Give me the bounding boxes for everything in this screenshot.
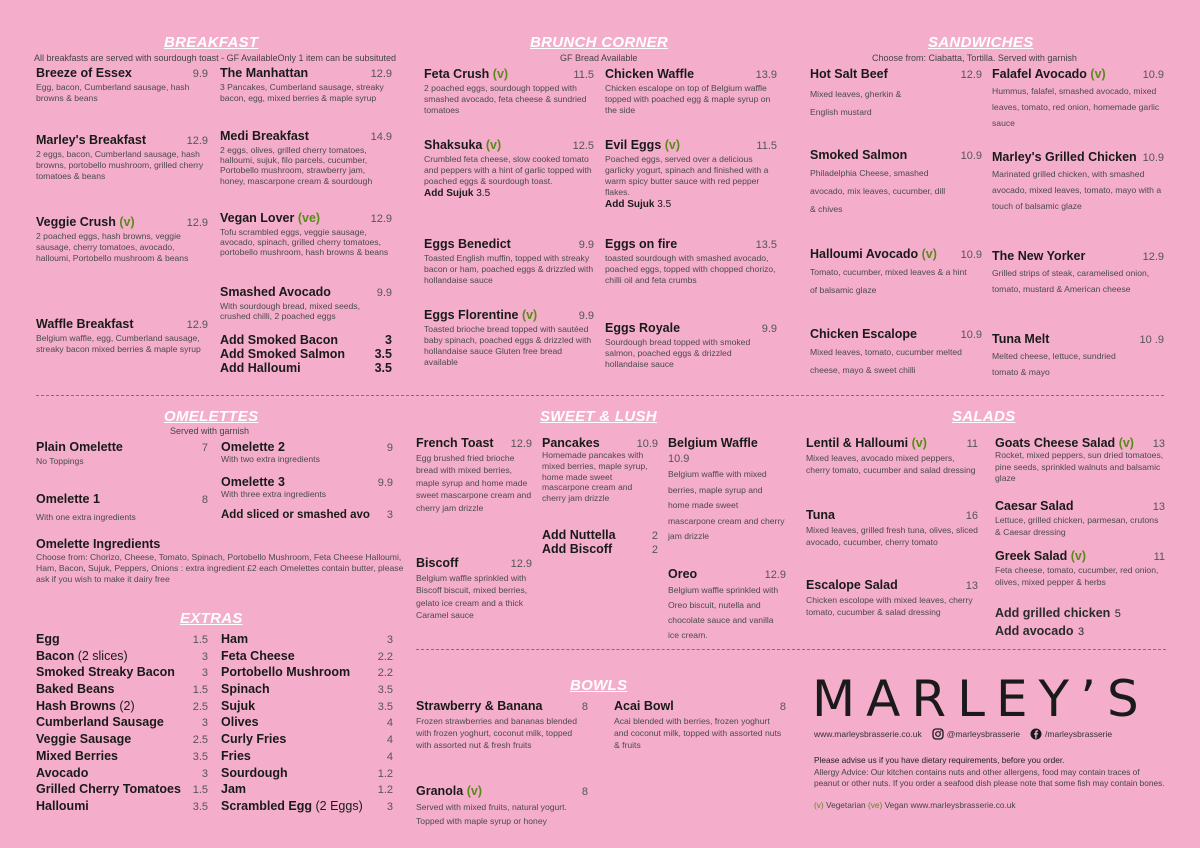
item-name: Feta Crush — [424, 67, 490, 81]
item-name: Halloumi Avocado — [810, 247, 919, 261]
menu-item — [992, 249, 1164, 297]
list-item: Jam 1.2 — [221, 782, 393, 797]
item-name: Pancakes — [542, 436, 600, 450]
list-item: Cumberland Sausage 3 — [36, 715, 208, 730]
addon-price: 3 — [1077, 626, 1085, 638]
brand-logo: MARLEY’S — [812, 670, 1150, 728]
list-item: Mixed Berries 3.5 — [36, 748, 208, 763]
item-price: 12.9 — [186, 319, 208, 331]
item-price: 12.9 — [510, 438, 532, 450]
item-price: 9.9 — [377, 477, 393, 489]
menu-item — [605, 138, 777, 210]
item-desc: 2 eggs, olives, grilled cherry tomatoes, halloumi, sujuk, filo parcels, cucumber, Portobello mushroom, strawberry jam, honey, mascarpone cream & sourdough — [220, 145, 373, 186]
omelettes-note: Served with garnish — [170, 426, 250, 436]
item-desc: Grilled strips of steak, caramelised onion, tomato, mustard & American cheese — [992, 268, 1150, 294]
item-price: 10.9 — [668, 453, 690, 465]
menu-item — [36, 215, 208, 264]
item-name: Vegan Lover — [220, 211, 295, 225]
item-desc: 2 poached eggs, hash browns, veggie sausage, cherry tomatoes, avocado, halloumi, Portobello mushroom & beans — [36, 231, 189, 263]
item-price: 10 .9 — [1139, 334, 1164, 346]
item-desc: Served with mixed fruits, natural yogurt. Topped with maple syrup or honey — [416, 802, 567, 826]
list-item: Spinach 3.5 — [221, 682, 393, 697]
item-price: 9.9 — [578, 239, 594, 251]
menu-item — [221, 509, 393, 521]
item-desc: Mixed leaves, tomato, cucumber melted cheese, mayo & sweet chilli — [810, 347, 962, 375]
vegetarian-mark: (v) — [911, 436, 927, 450]
menu-item — [36, 440, 208, 467]
item-price: 3 — [386, 509, 393, 521]
sandwiches-title: SANDWICHES — [928, 34, 1034, 51]
item-desc: Tofu scrambled eggs, veggie sausage, avocado, spinach, grilled cherry tomatoes, portobello mushroom, hash browns & beans — [220, 227, 389, 258]
item-desc: Melted cheese, lettuce, sundried tomato & mayo — [992, 351, 1116, 377]
item-price: 8 — [581, 786, 588, 798]
item-price: 12.5 — [572, 140, 594, 152]
item-price: 13.9 — [755, 69, 777, 81]
item-price: 10.9 — [636, 438, 658, 450]
item-name: Eggs Benedict — [424, 237, 511, 251]
menu-item — [36, 133, 208, 182]
item-price: 7 — [201, 442, 208, 454]
salad-addons — [995, 604, 1165, 640]
item-price: 16 — [965, 510, 978, 522]
item-desc: Rocket, mixed peppers, sun dried tomatoes, pine seeds, sprinkled walnuts and balsamic glaze — [995, 450, 1164, 483]
item-price: 10.9 — [1142, 69, 1164, 81]
menu-item — [220, 129, 392, 186]
list-item: Grilled Cherry Tomatoes 1.5 — [36, 782, 208, 797]
breakfast-addons — [220, 333, 392, 375]
item-name: Goats Cheese Salad — [995, 436, 1116, 450]
menu-item — [810, 247, 982, 299]
menu-item — [668, 436, 786, 545]
item-price: 12.9 — [764, 569, 786, 581]
item-price: 12.9 — [960, 69, 982, 81]
item-price: 12.9 — [1142, 251, 1164, 263]
brunch-note: GF Bread Available — [560, 53, 638, 63]
list-item: Halloumi 3.5 — [36, 798, 208, 813]
menu-item — [992, 150, 1164, 214]
item-name: Caesar Salad — [995, 499, 1074, 513]
vegetarian-mark: (v) — [1090, 67, 1106, 81]
menu-item — [992, 67, 1164, 131]
menu-item — [424, 67, 594, 116]
vegetarian-mark: (v) — [921, 247, 937, 261]
item-desc: Poached eggs, served over a delicious garlicky yogurt, spinach and finished with a warm spicy butter sauce with red pepper flakes. — [605, 154, 769, 197]
item-name: Lentil & Halloumi — [806, 436, 909, 450]
menu-item — [416, 556, 532, 622]
menu-item — [416, 699, 588, 751]
item-price: 12.9 — [370, 213, 392, 225]
vegetarian-mark: (v) — [485, 138, 502, 152]
list-item: Sourdough 1.2 — [221, 765, 393, 780]
item-desc: Belgium waffle with mixed berries, maple syrup and home made sweet mascarpone cream and cherry jam drizzle — [668, 469, 785, 541]
menu-item — [221, 440, 393, 465]
instagram-link[interactable] — [932, 728, 1020, 740]
item-name: Greek Salad — [995, 549, 1068, 563]
item-price: 11.5 — [573, 69, 594, 81]
item-desc: Toasted brioche bread topped with sautéed baby spinach, poached eggs & drizzled with hollandaise sauce Gluten free bread available — [424, 324, 592, 367]
item-price: 9 — [386, 442, 393, 454]
allergy-note: Allergy Advice: Our kitchen contains nuts and other allergens, food may contain traces of peanut or other nuts. If you order a seafood dish please note that some fish may contain bones. — [814, 767, 1165, 788]
item-price: 13 — [1152, 501, 1165, 513]
instagram-icon — [932, 728, 944, 740]
item-name: Smashed Avocado — [220, 285, 331, 299]
addon-name: Add Halloumi — [220, 361, 301, 375]
item-price: 10.9 — [960, 249, 982, 261]
sweet-title: SWEET & LUSH — [540, 408, 657, 425]
list-item: Avocado 3 — [36, 765, 208, 780]
menu-item — [668, 567, 786, 643]
item-price: 9.9 — [192, 68, 208, 80]
vegan-mark: (ve) — [297, 211, 321, 225]
addon-name: Add Smoked Salmon — [220, 347, 346, 361]
item-name: Veggie Crush — [36, 215, 116, 229]
item-price: 10.9 — [1142, 152, 1164, 164]
bowls-title: BOWLS — [570, 677, 628, 694]
extras-list-left — [36, 632, 208, 816]
vegetarian-legend-text: Vegetarian — [826, 800, 866, 810]
ingredients-title: Omelette Ingredients — [36, 537, 161, 551]
website-link[interactable]: www.marleysbrasserie.co.uk — [814, 729, 922, 739]
item-name: Evil Eggs — [605, 138, 662, 152]
item-name: Waffle Breakfast — [36, 317, 134, 331]
item-price: 10.9 — [960, 329, 982, 341]
item-name: Add sliced or smashed avo — [221, 509, 370, 521]
vegetarian-mark: (v) — [492, 67, 509, 81]
list-item: Curly Fries 4 — [221, 732, 393, 747]
item-desc: Frozen strawberries and bananas blended with frozen yoghurt, coconut milk, topped with assorted nut & fresh fruits — [416, 716, 577, 750]
item-desc: 2 poached eggs, sourdough topped with smashed avocado, feta cheese & sundried tomatoes — [424, 83, 587, 115]
menu-item — [416, 436, 532, 514]
item-price: 8 — [581, 701, 588, 713]
extras-list-right — [221, 632, 393, 816]
menu-item — [806, 508, 978, 549]
item-price: 9.9 — [376, 287, 392, 299]
item-desc: Philadelphia Cheese, smashed avocado, mix leaves, cucumber, dill & chives — [810, 168, 946, 214]
item-desc: With two extra ingredients — [221, 454, 320, 464]
menu-item — [220, 211, 392, 258]
item-desc: Hummus, falafel, smashed avocado, mixed leaves, tomato, red onion, homemade garlic sauce — [992, 86, 1160, 128]
item-desc: Mixed leaves, gherkin & English mustard — [810, 89, 902, 117]
menu-item — [810, 327, 982, 379]
item-desc: Chicken escalope on top of Belgium waffle topped with poached egg & maple syrup on the side — [605, 83, 771, 115]
addon-price: 2 — [651, 530, 658, 542]
facebook-link[interactable] — [1030, 728, 1112, 740]
menu-item — [806, 578, 978, 619]
menu-item — [995, 436, 1165, 485]
item-name: Eggs on fire — [605, 237, 678, 251]
item-name: Escalope Salad — [806, 578, 898, 592]
item-name: Medi Breakfast — [220, 129, 309, 143]
list-item: Sujuk 3.5 — [221, 698, 393, 713]
item-desc: Lettuce, grilled chicken, parmesan, crutons & Caesar dressing — [995, 515, 1159, 537]
item-desc: Tomato, cucumber, mixed leaves & a hint of balsamic glaze — [810, 267, 967, 295]
addon-name: Add Nuttella — [542, 528, 616, 542]
menu-item — [221, 475, 393, 500]
item-desc: Egg brushed fried brioche bread with mixed berries, maple syrup and home made sweet mascarpone cream and cherry jam drizzle — [416, 453, 532, 513]
salads-title: SALADS — [952, 408, 1016, 425]
item-desc: With sourdough bread, mixed seeds, crushed chilli, 2 poached eggs — [220, 301, 360, 322]
dietary-note: Please advise us if you have dietary requirements, before you order. — [814, 755, 1065, 765]
item-price: 12.9 — [510, 558, 532, 570]
item-desc: 2 eggs, bacon, Cumberland sausage, hash browns, portobello mushroom, grilled cherry tomatoes & beans — [36, 149, 204, 181]
list-item: Veggie Sausage 2.5 — [36, 732, 208, 747]
item-name: Belgium Waffle — [668, 436, 758, 450]
sweet-addons — [542, 528, 658, 556]
item-price: 8 — [201, 494, 208, 506]
item-name: Shaksuka — [424, 138, 483, 152]
diet-legend — [814, 800, 1166, 811]
item-name: Oreo — [668, 567, 698, 581]
item-desc: Belgium waffle, egg, Cumberland sausage, streaky bacon mixed berries & maple syrup — [36, 333, 201, 354]
omelettes-title: OMELETTES — [164, 408, 259, 425]
list-item: Olives 4 — [221, 715, 393, 730]
menu-item — [605, 67, 777, 116]
item-name: The New Yorker — [992, 249, 1086, 263]
item-price: 9.9 — [761, 323, 777, 335]
item-desc: Egg, bacon, Cumberland sausage, hash browns & beans — [36, 82, 190, 103]
addon-price: 3.5 — [657, 199, 672, 210]
item-name: The Manhattan — [220, 66, 309, 80]
list-item: Feta Cheese 2.2 — [221, 648, 393, 663]
item-desc: Mixed leaves, grilled fresh tuna, olives, sliced avocado, cucumber, cherry tomato — [806, 525, 978, 548]
item-price: 13.5 — [755, 239, 777, 251]
menu-item — [220, 66, 392, 104]
item-name: Strawberry & Banana — [416, 699, 543, 713]
item-desc: No Toppings — [36, 456, 84, 466]
section-divider — [416, 649, 1166, 650]
list-item: Baked Beans 1.5 — [36, 682, 208, 697]
menu-item — [810, 67, 982, 121]
item-price: 9.9 — [578, 310, 594, 322]
menu-item — [416, 784, 588, 828]
menu-item — [36, 492, 208, 523]
item-desc: Mixed leaves, avocado mixed peppers, cherry tomato, cucumber and salad dressing — [806, 453, 976, 476]
item-name: Hot Salt Beef — [810, 67, 888, 81]
addon-name: Add grilled chicken — [995, 606, 1111, 620]
item-name: Eggs Florentine — [424, 308, 519, 322]
item-desc: Chicken escolope with mixed leaves, cherry tomato, cucumber & salad dressing — [806, 595, 973, 618]
sandwiches-note: Choose from: Ciabatta, Tortilla. Served with garnish — [872, 53, 1077, 63]
addon-name: Add Smoked Bacon — [220, 333, 339, 347]
vegan-legend-mark: (ve) — [868, 800, 883, 810]
facebook-icon — [1030, 728, 1042, 740]
item-desc: Feta cheese, tomato, cucumber, red onion, olives, mixed pepper & herbs — [995, 565, 1159, 587]
list-item: Hash Browns (2) 2.5 — [36, 698, 208, 713]
item-name: Marley's Breakfast — [36, 133, 146, 147]
item-desc: Belgium waffle sprinkled with Biscoff biscuit, mixed berries, gelato ice cream and a thick Caramel sauce — [416, 573, 528, 621]
item-name: Biscoff — [416, 556, 459, 570]
vegetarian-mark: (v) — [1070, 549, 1087, 563]
item-price: 13 — [1152, 438, 1165, 450]
vegetarian-legend-mark: (v) — [814, 800, 824, 810]
facebook-handle: /marleysbrasserie — [1045, 729, 1113, 739]
vegetarian-mark: (v) — [521, 308, 538, 322]
item-desc: With one extra ingredients — [36, 512, 136, 522]
item-desc: Homemade pancakes with mixed berries, maple syrup, home made sweet mascarpone cream and cherry jam drizzle — [542, 450, 648, 504]
item-desc: 3 Pancakes, Cumberland sausage, streaky bacon, egg, mixed berries & maple syrup — [220, 82, 384, 103]
item-name: Omelette 1 — [36, 492, 100, 506]
list-item: Scrambled Egg (2 Eggs) 3 — [221, 798, 393, 813]
addon-name: Add Sujuk — [424, 188, 474, 199]
item-desc: Marinated grilled chicken, with smashed avocado, mixed leaves, tomato, mayo with a touch of balsamic glaze — [992, 169, 1162, 211]
item-name: Omelette 3 — [221, 475, 285, 489]
vegetarian-mark: (v) — [664, 138, 681, 152]
addon-price: 3.5 — [476, 188, 491, 199]
breakfast-title: BREAKFAST — [164, 34, 259, 51]
item-desc: Belgium waffle sprinkled with Oreo biscuit, nutella and chocolate sauce and vanilla ice cream. — [668, 585, 779, 640]
menu-item — [424, 237, 594, 286]
item-price: 11 — [966, 438, 978, 450]
item-desc: toasted sourdough with smashed avocado, poached eggs, topped with chopped chorizo, chilli oil and feta crumbs — [605, 253, 776, 285]
brunch-title: BRUNCH CORNER — [530, 34, 669, 51]
item-price: 14.9 — [370, 131, 392, 143]
item-price: 8 — [779, 701, 786, 713]
item-name: Tuna — [806, 508, 835, 522]
item-name: French Toast — [416, 436, 494, 450]
item-price: 10.9 — [960, 150, 982, 162]
addon-name: Add Biscoff — [542, 542, 613, 556]
list-item: Fries 4 — [221, 748, 393, 763]
vegetarian-mark: (v) — [1118, 436, 1134, 450]
item-name: Eggs Royale — [605, 321, 681, 335]
ingredients-text: Choose from: Chorizo, Cheese, Tomato, Spinach, Portobello Mushroom, Feta Cheese Halloumi, Ham, Bacon, Sujuk, Peppers, Onions : extra ingredient £2 each Omelettes contain butter, please ask if you wish to make it dairy free — [36, 552, 404, 584]
item-name: Marley's Grilled Chicken — [992, 150, 1137, 164]
item-desc: Sourdough bread topped with smoked salmon, poached eggs & drizzled hollandaise sauce — [605, 337, 751, 369]
social-row — [814, 728, 1166, 740]
addon-price: 2 — [651, 544, 658, 556]
extras-title: EXTRAS — [180, 610, 243, 627]
menu-item — [220, 285, 392, 321]
omelette-ingredients — [36, 537, 408, 585]
item-price: 12.9 — [186, 217, 208, 229]
menu-item — [995, 499, 1165, 538]
vegetarian-mark: (v) — [119, 215, 135, 229]
item-name: Chicken Escalope — [810, 327, 917, 341]
list-item: Smoked Streaky Bacon 3 — [36, 665, 208, 680]
addon-price: 3.5 — [374, 347, 392, 361]
menu-item — [36, 66, 208, 104]
list-item: Ham 3 — [221, 632, 393, 646]
addon-price: 3 — [385, 333, 392, 347]
item-desc: Acai blended with berries, frozen yoghurt and coconut milk, topped with assorted nuts & fruits — [614, 716, 782, 750]
menu-item — [542, 436, 658, 504]
addon-name: Add Sujuk — [605, 199, 655, 210]
list-item: Portobello Mushroom 2.2 — [221, 665, 393, 680]
item-name: Plain Omelette — [36, 440, 123, 454]
list-item: Bacon (2 slices) 3 — [36, 648, 208, 663]
menu-item — [605, 237, 777, 286]
section-divider — [36, 395, 1164, 396]
item-name: Tuna Melt — [992, 332, 1050, 346]
item-desc: Toasted English muffin, topped with streaky bacon or ham, poached eggs & drizzled with hollandaise sauce — [424, 253, 594, 285]
breakfast-note: All breakfasts are served with sourdough toast - GF AvailableOnly 1 item can be subsituted — [34, 53, 397, 63]
item-name: Breeze of Essex — [36, 66, 132, 80]
menu-item — [36, 317, 208, 355]
item-name: Smoked Salmon — [810, 148, 908, 162]
item-price: 12.9 — [186, 135, 208, 147]
addon-price: 5 — [1114, 608, 1121, 620]
item-price: 11 — [1153, 551, 1165, 563]
instagram-handle: @marleysbrasserie — [946, 729, 1021, 739]
menu-item — [806, 436, 978, 477]
item-price: 11.5 — [756, 140, 777, 152]
item-name: Acai Bowl — [614, 699, 674, 713]
vegetarian-mark: (v) — [466, 784, 483, 798]
menu-item — [992, 332, 1164, 380]
menu-item — [810, 148, 982, 218]
list-item: Egg 1.5 — [36, 632, 208, 646]
addon-name: Add avocado — [995, 624, 1074, 638]
item-name: Falafel Avocado — [992, 67, 1087, 81]
item-price: 13 — [965, 580, 978, 592]
menu-item — [605, 321, 777, 370]
item-desc: With three extra ingredients — [221, 489, 327, 499]
menu-item — [614, 699, 786, 751]
vegan-legend-text: Vegan www.marleysbrasserie.co.uk — [884, 800, 1016, 810]
item-desc: Crumbled feta cheese, slow cooked tomato and peppers with a hint of garlic topped with poached eggs & sourdough toast. — [424, 154, 592, 186]
menu-item — [424, 138, 594, 199]
item-name: Granola — [416, 784, 464, 798]
menu-item — [995, 549, 1165, 588]
item-name: Chicken Waffle — [605, 67, 695, 81]
addon-price: 3.5 — [374, 361, 392, 375]
menu-item — [424, 308, 594, 368]
item-name: Omelette 2 — [221, 440, 285, 454]
item-price: 12.9 — [370, 68, 392, 80]
